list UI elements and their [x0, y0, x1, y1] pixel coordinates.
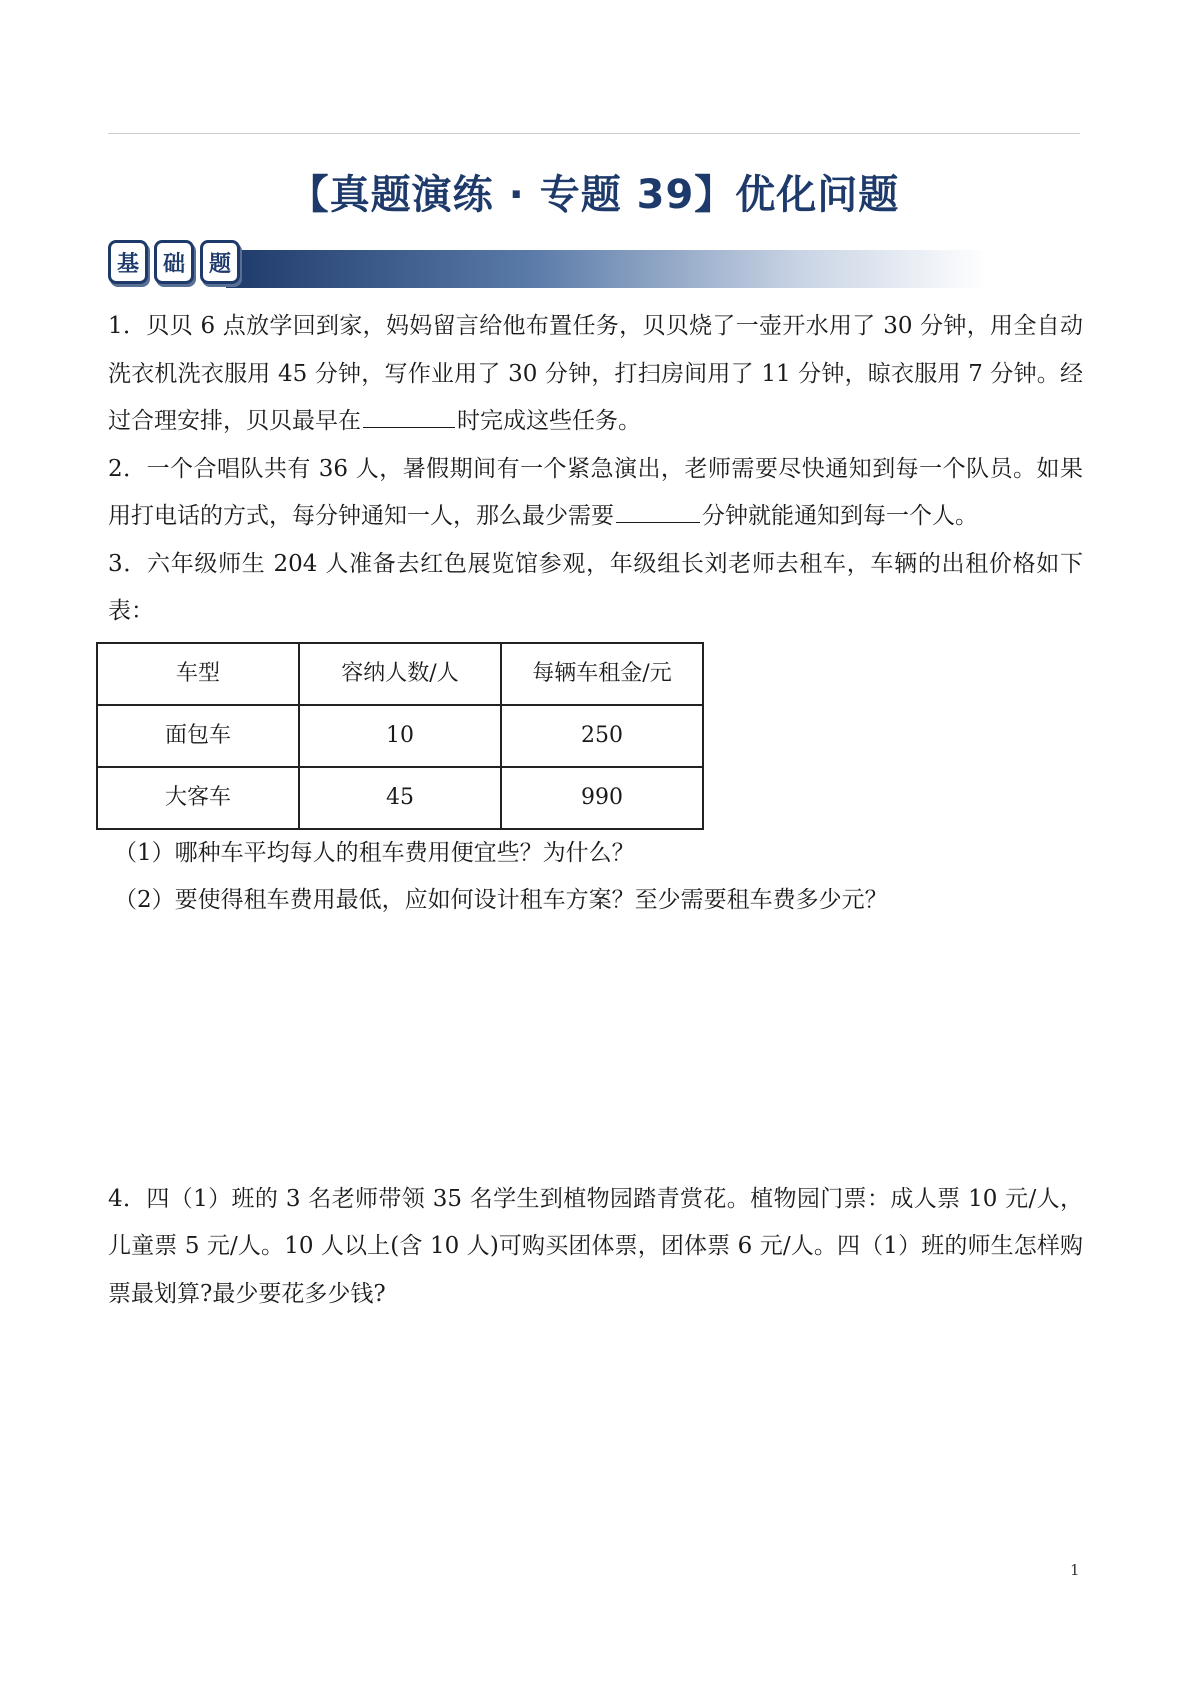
question-list [108, 303, 1083, 1318]
table-cell: 45 [299, 767, 501, 829]
answer-blank[interactable] [616, 500, 700, 523]
banner-gradient-bar [226, 250, 988, 288]
question-2-text-end: 分钟就能通知到每一个人。 [702, 503, 978, 529]
rental-price-table [96, 642, 704, 830]
table-header-cell: 每辆车租金/元 [501, 643, 703, 705]
section-banner [108, 240, 988, 292]
section-label [108, 240, 246, 292]
table-row [97, 767, 703, 829]
table-cell: 大客车 [97, 767, 299, 829]
table-header-row [97, 643, 703, 705]
page-number: 1 [1070, 1561, 1080, 1579]
question-1 [108, 303, 1083, 446]
section-char: 础 [154, 240, 194, 284]
answer-space[interactable] [108, 924, 1083, 1176]
question-1-text: 1．贝贝 6 点放学回到家，妈妈留言给他布置任务，贝贝烧了一壶开水用了 30 分钟，用全自动洗衣机洗衣服用 45 分钟，写作业用了 30 分钟，打扫房间用了 11 分钟，晾衣服用 7 分钟。经过合理安排，贝贝最早在 [108, 313, 1083, 434]
table-cell: 250 [501, 705, 703, 767]
question-3-intro: 3．六年级师生 204 人准备去红色展览馆参观，年级组长刘老师去租车，车辆的出租价格如下表： [108, 550, 1083, 624]
table-cell: 10 [299, 705, 501, 767]
table-cell: 990 [501, 767, 703, 829]
question-2 [108, 446, 1083, 541]
header-rule [108, 133, 1080, 134]
question-1-text-end: 时完成这些任务。 [457, 408, 641, 434]
question-2-text: 2．一个合唱队共有 36 人，暑假期间有一个紧急演出，老师需要尽快通知到每一个队员。如果用打电话的方式，每分钟通知一人，那么最少需要 [108, 455, 1083, 529]
answer-blank[interactable] [363, 405, 455, 428]
table-row [97, 705, 703, 767]
question-3-sub-1: （1）哪种车平均每人的租车费用便宜些？为什么？ [114, 839, 635, 866]
question-4: 4．四（1）班的 3 名老师带领 35 名学生到植物园踏青赏花。植物园门票：成人票 10 元/人，儿童票 5 元/人。10 人以上(含 10 人)可购买团体票，团体票 6 元/人。四（1）班的师生怎样购票最划算?最少要花多少钱? [108, 1185, 1083, 1307]
table-header-cell: 容纳人数/人 [299, 643, 501, 705]
question-3-sub-2: （2）要使得租车费用最低，应如何设计租车方案？至少需要租车费多少元？ [114, 886, 888, 913]
section-char: 基 [108, 240, 148, 284]
page-title: 【真题演练 · 专题 39】优化问题 [288, 172, 900, 218]
table-cell: 面包车 [97, 705, 299, 767]
section-char: 题 [200, 240, 240, 284]
table-header-cell: 车型 [97, 643, 299, 705]
